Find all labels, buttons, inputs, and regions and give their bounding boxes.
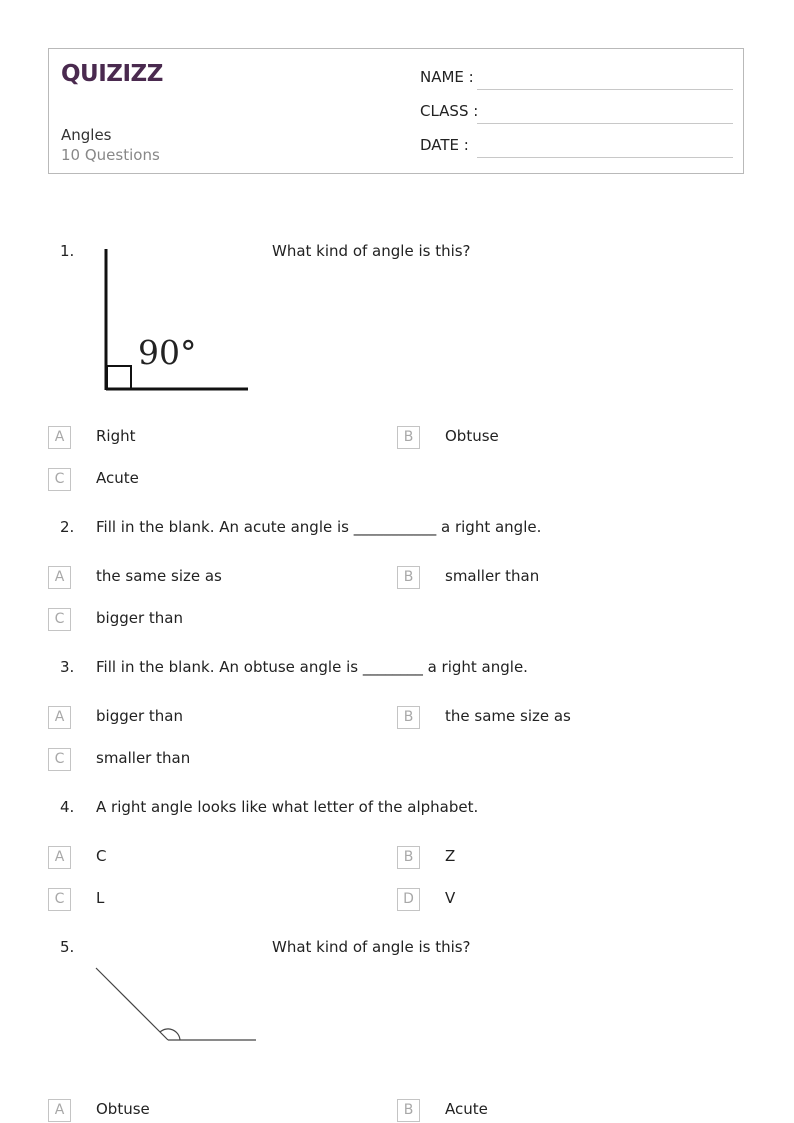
option-b-text: the same size as xyxy=(445,707,571,725)
question-number: 1. xyxy=(60,242,75,260)
option-c-box[interactable]: C xyxy=(48,468,71,491)
name-field[interactable] xyxy=(477,89,733,90)
obtuse-angle-figure xyxy=(0,0,300,1100)
option-b-text: Z xyxy=(445,847,456,865)
option-a-box[interactable]: A xyxy=(48,706,71,729)
option-a-text: C xyxy=(96,847,107,865)
class-field[interactable] xyxy=(477,123,733,124)
option-b-box[interactable]: B xyxy=(397,426,420,449)
date-label: DATE : xyxy=(420,136,469,154)
option-a-text: Right xyxy=(96,427,136,445)
option-c-text: L xyxy=(96,889,105,907)
question-number: 2. xyxy=(60,518,75,536)
option-a-box[interactable]: A xyxy=(48,846,71,869)
option-d-box[interactable]: D xyxy=(397,888,420,911)
question-text: Fill in the blank. An acute angle is ___________ a right angle. xyxy=(96,518,542,536)
option-b-text: Acute xyxy=(445,1100,488,1118)
angle-label: 90° xyxy=(138,333,197,372)
question-count: 10 Questions xyxy=(61,146,160,164)
question-text: A right angle looks like what letter of the alphabet. xyxy=(96,798,479,816)
option-a-box[interactable]: A xyxy=(48,566,71,589)
option-c-text: smaller than xyxy=(96,749,191,767)
option-a-text: Obtuse xyxy=(96,1100,150,1118)
option-b-box[interactable]: B xyxy=(397,566,420,589)
option-b-box[interactable]: B xyxy=(397,706,420,729)
option-a-box[interactable]: A xyxy=(48,1099,71,1122)
question-text: What kind of angle is this? xyxy=(272,938,471,956)
question-text: What kind of angle is this? xyxy=(272,242,471,260)
option-a-box[interactable]: A xyxy=(48,426,71,449)
option-d-text: V xyxy=(445,889,456,907)
question-text: Fill in the blank. An obtuse angle is ________ a right angle. xyxy=(96,658,528,676)
option-c-box[interactable]: C xyxy=(48,608,71,631)
option-b-text: Obtuse xyxy=(445,427,499,445)
option-c-box[interactable]: C xyxy=(48,888,71,911)
option-c-box[interactable]: C xyxy=(48,748,71,771)
question-number: 5. xyxy=(60,938,75,956)
quizizz-logo: QUIZIZZ xyxy=(61,61,163,87)
name-label: NAME : xyxy=(420,68,474,86)
option-b-box[interactable]: B xyxy=(397,846,420,869)
option-b-box[interactable]: B xyxy=(397,1099,420,1122)
option-c-text: Acute xyxy=(96,469,139,487)
class-label: CLASS : xyxy=(420,102,479,120)
worksheet-title: Angles xyxy=(61,126,112,144)
question-number: 4. xyxy=(60,798,75,816)
option-b-text: smaller than xyxy=(445,567,540,585)
option-a-text: bigger than xyxy=(96,707,183,725)
option-c-text: bigger than xyxy=(96,609,183,627)
option-a-text: the same size as xyxy=(96,567,222,585)
date-field[interactable] xyxy=(477,157,733,158)
question-number: 3. xyxy=(60,658,75,676)
